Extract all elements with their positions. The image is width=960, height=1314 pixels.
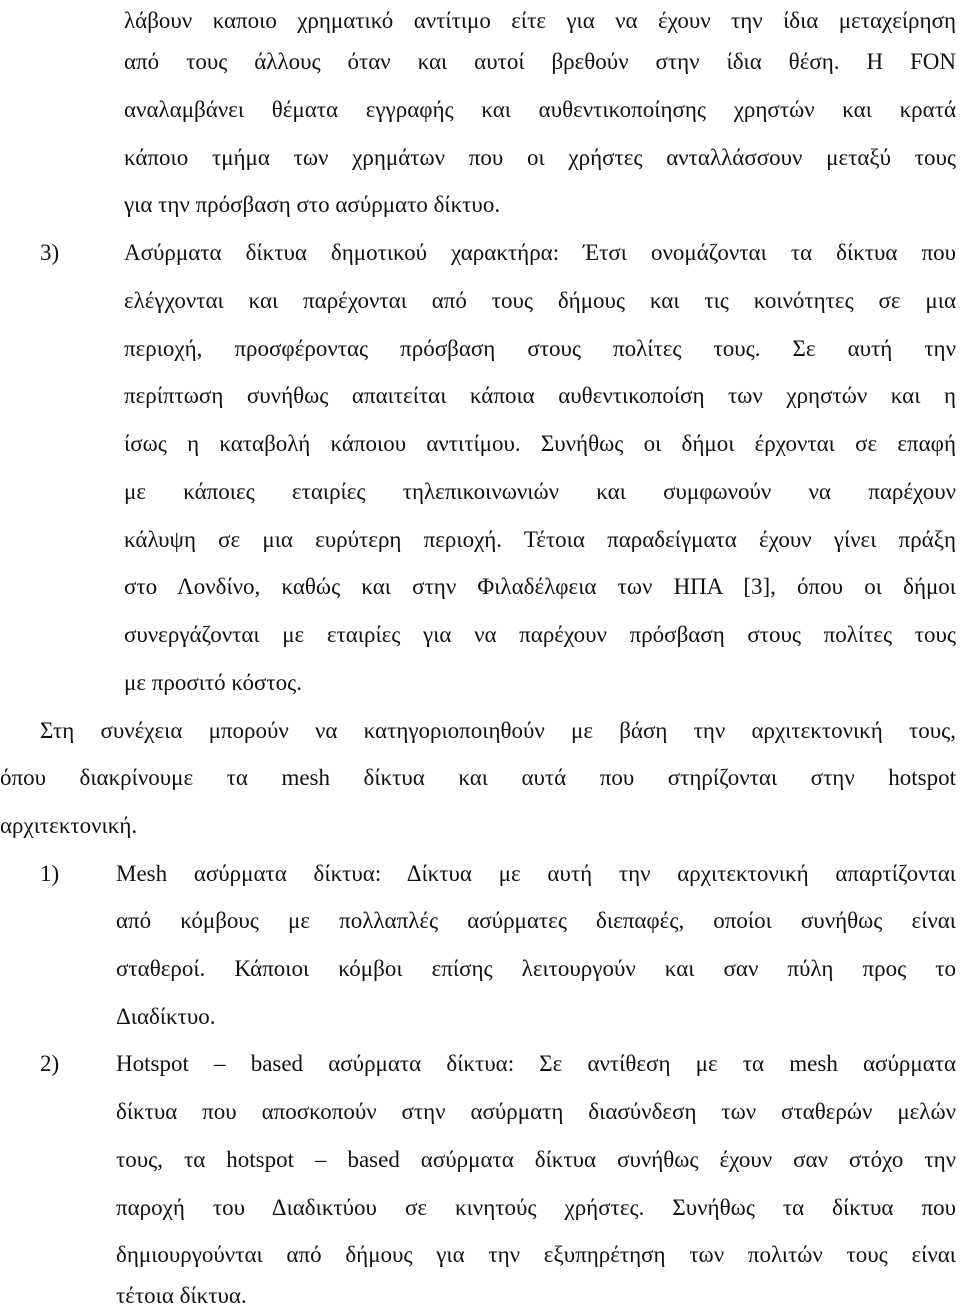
text-line: Διαδίκτυο. bbox=[116, 1004, 216, 1029]
text-line: ίσως η καταβολή κάποιου αντιτίμου. Συνήθως οι δήμοι έρχονται σε επαφή bbox=[124, 431, 956, 456]
text-line: σταθεροί. Κάποιοι κόμβοι επίσης λειτουργούν και σαν πύλη προς το bbox=[116, 956, 956, 981]
list-number: 1) bbox=[40, 861, 60, 886]
text-line: τέτοια δίκτυα. bbox=[116, 1283, 247, 1308]
text-line: κάποιο τμήμα των χρημάτων που οι χρήστες ανταλλάσσουν μεταξύ τους bbox=[124, 145, 956, 170]
text-line: από κόμβους με πολλαπλές ασύρματες διεπαφές, οποίοι συνήθως είναι bbox=[116, 908, 956, 933]
text-line: στο Λονδίνο, καθώς και στην Φιλαδέλφεια των ΗΠΑ [3], όπου οι δήμοι bbox=[124, 574, 956, 599]
text-line: με κάποιες εταιρίες τηλεπικοινωνιών και συμφωνούν να παρέχουν bbox=[124, 479, 956, 504]
text-line: από τους άλλους όταν και αυτοί βρεθούν στην ίδια θέση. Η FON bbox=[124, 49, 956, 74]
text-line: Στη συνέχεια μπορούν να κατηγοριοποιηθούν με βάση την αρχιτεκτονική τους, bbox=[40, 718, 956, 743]
text-line: Mesh ασύρματα δίκτυα: Δίκτυα με αυτή την αρχιτεκτονική απαρτίζονται bbox=[116, 861, 956, 886]
text-line: δημιουργούνται από δήμους για την εξυπηρέτηση των πολιτών τους είναι bbox=[116, 1242, 956, 1267]
text-line: όπου διακρίνουμε τα mesh δίκτυα και αυτά που στηρίζονται στην hotspot bbox=[0, 765, 956, 790]
text-line: ελέγχονται και παρέχονται από τους δήμους και τις κοινότητες σε μια bbox=[124, 288, 956, 313]
text-line: περιοχή, προσφέροντας πρόσβαση στους πολίτες τους. Σε αυτή την bbox=[124, 336, 956, 361]
text-line: αναλαμβάνει θέματα εγγραφής και αυθεντικοποίησης χρηστών και κρατά bbox=[124, 97, 956, 122]
list-number: 3) bbox=[40, 240, 60, 265]
list-number: 2) bbox=[40, 1051, 60, 1076]
text-line: Hotspot – based ασύρματα δίκτυα: Σε αντίθεση με τα mesh ασύρματα bbox=[116, 1051, 956, 1076]
text-line: λάβουν καποιο χρηματικό αντίτιμο είτε για να έχουν την ίδια μεταχείρηση bbox=[124, 8, 956, 33]
text-line: κάλυψη σε μια ευρύτερη περιοχή. Τέτοια παραδείγματα έχουν γίνει πράξη bbox=[124, 527, 956, 552]
text-line: για την πρόσβαση στο ασύρματο δίκτυο. bbox=[124, 192, 501, 217]
text-line: Ασύρματα δίκτυα δημοτικού χαρακτήρα: Έτσι ονομάζονται τα δίκτυα που bbox=[124, 240, 956, 265]
text-line: παροχή του Διαδικτύου σε κινητούς χρήστες. Συνήθως τα δίκτυα που bbox=[116, 1195, 956, 1220]
text-line: περίπτωση συνήθως απαιτείται κάποια αυθεντικοποίση των χρηστών και η bbox=[124, 383, 956, 408]
text-line: συνεργάζονται με εταιρίες για να παρέχουν πρόσβαση στους πολίτες τους bbox=[124, 622, 956, 647]
text-line: με προσιτό κόστος. bbox=[124, 670, 302, 695]
text-line: δίκτυα που αποσκοπούν στην ασύρματη διασύνδεση των σταθερών μελών bbox=[116, 1099, 956, 1124]
text-line: τους, τα hotspot – based ασύρματα δίκτυα συνήθως έχουν σαν στόχο την bbox=[116, 1147, 956, 1172]
text-line: αρχιτεκτονική. bbox=[0, 813, 138, 838]
